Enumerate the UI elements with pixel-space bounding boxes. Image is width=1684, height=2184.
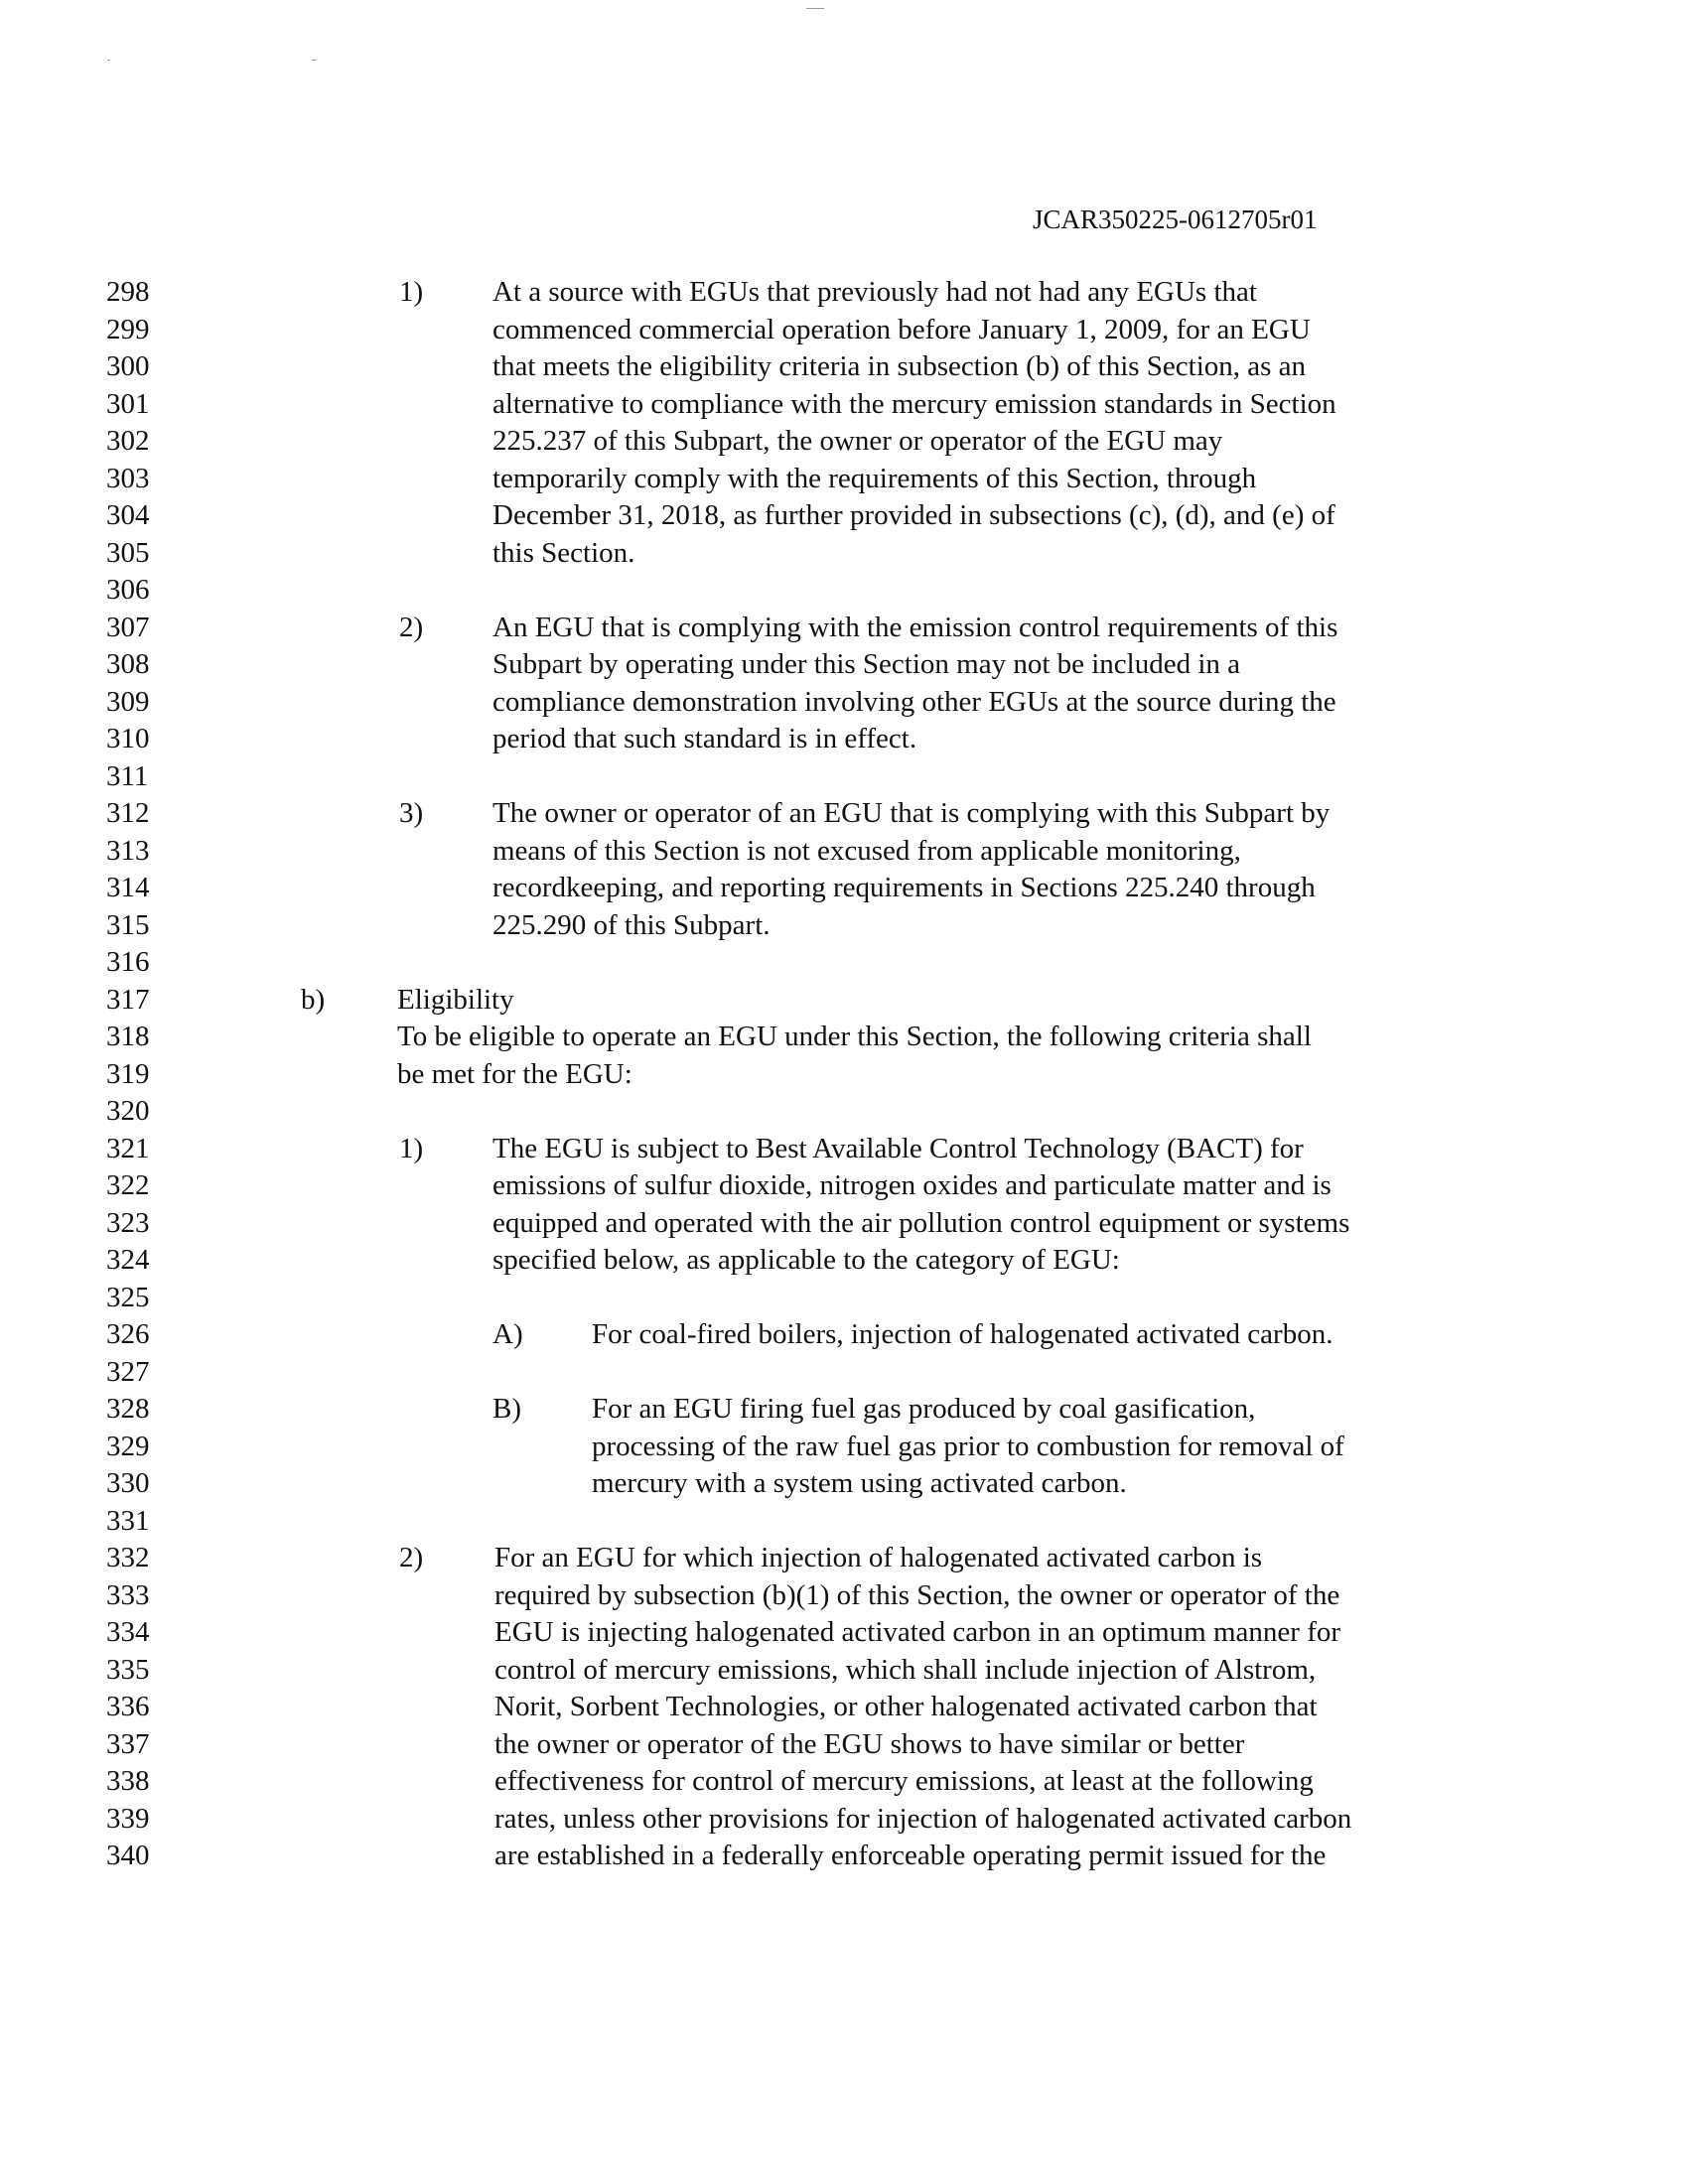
line-number: 317 bbox=[106, 983, 150, 1016]
scan-mark-top bbox=[806, 8, 824, 9]
document-line bbox=[0, 833, 1684, 870]
item-label: 1) bbox=[399, 1132, 424, 1164]
line-number: 329 bbox=[106, 1430, 150, 1462]
line-number: 316 bbox=[106, 946, 150, 978]
line-text: rates, unless other provisions for injection of halogenated activated carbon bbox=[494, 1802, 1352, 1835]
line-text: commenced commercial operation before January 1, 2009, for an EGU bbox=[492, 313, 1311, 345]
line-number: 302 bbox=[106, 425, 150, 457]
line-text: An EGU that is complying with the emission control requirements of this bbox=[492, 611, 1338, 643]
document-line bbox=[0, 1540, 1684, 1576]
document-line bbox=[0, 1316, 1684, 1353]
line-number: 332 bbox=[106, 1542, 150, 1573]
line-number: 333 bbox=[106, 1578, 150, 1611]
scan-mark-left-b bbox=[312, 60, 317, 61]
line-number: 299 bbox=[106, 313, 150, 345]
line-number: 328 bbox=[106, 1393, 150, 1425]
scan-mark-left-a bbox=[107, 60, 110, 61]
line-number: 322 bbox=[106, 1169, 150, 1201]
line-text: For coal-fired boilers, injection of halogenated activated carbon. bbox=[592, 1318, 1333, 1350]
document-line bbox=[0, 1763, 1684, 1800]
document-line bbox=[0, 870, 1684, 906]
line-number: 313 bbox=[106, 834, 150, 867]
document-line bbox=[0, 1093, 1684, 1130]
document-line bbox=[0, 1801, 1684, 1838]
line-number: 314 bbox=[106, 872, 150, 903]
document-line bbox=[0, 274, 1684, 311]
line-text: this Section. bbox=[492, 536, 635, 569]
line-text: Eligibility bbox=[397, 983, 514, 1016]
document-line bbox=[0, 1205, 1684, 1242]
line-text: processing of the raw fuel gas prior to combustion for removal of bbox=[592, 1430, 1344, 1462]
document-line bbox=[0, 535, 1684, 572]
item-label: b) bbox=[301, 983, 326, 1016]
document-line bbox=[0, 1019, 1684, 1055]
document-id: JCAR350225-0612705r01 bbox=[1033, 205, 1318, 234]
document-line bbox=[0, 646, 1684, 683]
line-number: 309 bbox=[106, 685, 150, 718]
document-line bbox=[0, 907, 1684, 944]
line-text: period that such standard is in effect. bbox=[492, 723, 917, 754]
document-line bbox=[0, 1280, 1684, 1316]
document-line bbox=[0, 312, 1684, 348]
document-line bbox=[0, 1131, 1684, 1167]
document-line bbox=[0, 1614, 1684, 1651]
line-text: Subpart by operating under this Section may not be included in a bbox=[492, 648, 1241, 680]
line-number: 303 bbox=[106, 462, 150, 494]
line-text: means of this Section is not excused from applicable monitoring, bbox=[492, 834, 1241, 867]
line-text: compliance demonstration involving other EGUs at the source during the bbox=[492, 685, 1336, 718]
line-number: 334 bbox=[106, 1616, 150, 1648]
line-number: 315 bbox=[106, 908, 150, 941]
line-text: mercury with a system using activated carbon. bbox=[592, 1467, 1127, 1499]
line-text: To be eligible to operate an EGU under this Section, the following criteria shall bbox=[397, 1021, 1312, 1052]
line-number: 337 bbox=[106, 1727, 150, 1760]
line-number: 321 bbox=[106, 1132, 150, 1164]
line-text: For an EGU firing fuel gas produced by coal gasification, bbox=[592, 1393, 1256, 1425]
line-number: 327 bbox=[106, 1355, 150, 1388]
document-line bbox=[0, 684, 1684, 721]
line-text: specified below, as applicable to the category of EGU: bbox=[492, 1244, 1120, 1276]
line-number: 301 bbox=[106, 387, 150, 420]
document-line bbox=[0, 1429, 1684, 1465]
line-number: 325 bbox=[106, 1281, 150, 1313]
line-number: 300 bbox=[106, 350, 150, 382]
line-number: 331 bbox=[106, 1504, 150, 1537]
line-number: 339 bbox=[106, 1802, 150, 1835]
item-label: 2) bbox=[399, 611, 424, 643]
document-line bbox=[0, 1838, 1684, 1874]
document-line bbox=[0, 348, 1684, 385]
document-line bbox=[0, 497, 1684, 534]
line-text: The EGU is subject to Best Available Control Technology (BACT) for bbox=[492, 1132, 1304, 1164]
document-line bbox=[0, 721, 1684, 757]
document-line bbox=[0, 944, 1684, 981]
line-text: effectiveness for control of mercury emissions, at least at the following bbox=[494, 1765, 1314, 1797]
document-line bbox=[0, 1577, 1684, 1614]
line-number: 335 bbox=[106, 1653, 150, 1686]
document-line bbox=[0, 1689, 1684, 1725]
line-number: 330 bbox=[106, 1467, 150, 1499]
document-line bbox=[0, 1167, 1684, 1204]
line-text: required by subsection (b)(1) of this Section, the owner or operator of the bbox=[494, 1578, 1340, 1611]
line-text: EGU is injecting halogenated activated carbon in an optimum manner for bbox=[494, 1616, 1341, 1648]
line-text: equipped and operated with the air pollution control equipment or systems bbox=[492, 1206, 1350, 1239]
line-number: 305 bbox=[106, 536, 150, 569]
line-text: alternative to compliance with the mercury emission standards in Section bbox=[492, 387, 1336, 420]
line-text: Norit, Sorbent Technologies, or other halogenated activated carbon that bbox=[494, 1691, 1318, 1722]
line-number: 311 bbox=[106, 759, 149, 792]
line-number: 340 bbox=[106, 1840, 150, 1871]
line-number: 326 bbox=[106, 1318, 150, 1350]
document-line bbox=[0, 423, 1684, 460]
document-line bbox=[0, 1503, 1684, 1540]
document-line bbox=[0, 461, 1684, 497]
document-line bbox=[0, 1056, 1684, 1093]
line-text: The owner or operator of an EGU that is complying with this Subpart by bbox=[492, 797, 1331, 829]
line-number: 320 bbox=[106, 1095, 150, 1127]
line-text: temporarily comply with the requirements of this Section, through bbox=[492, 462, 1257, 494]
document-line bbox=[0, 610, 1684, 646]
line-text: At a source with EGUs that previously had not had any EGUs that bbox=[492, 276, 1257, 308]
line-number: 310 bbox=[106, 723, 150, 754]
line-text: recordkeeping, and reporting requirements in Sections 225.240 through bbox=[492, 872, 1316, 903]
item-label: B) bbox=[492, 1393, 521, 1425]
line-number: 323 bbox=[106, 1206, 150, 1239]
item-label: 3) bbox=[399, 797, 424, 829]
document-line bbox=[0, 1652, 1684, 1689]
document-line bbox=[0, 982, 1684, 1019]
line-text: emissions of sulfur dioxide, nitrogen oxides and particulate matter and is bbox=[492, 1169, 1332, 1201]
line-text: December 31, 2018, as further provided in subsections (c), (d), and (e) of bbox=[492, 499, 1335, 531]
line-text: For an EGU for which injection of halogenated activated carbon is bbox=[494, 1542, 1263, 1573]
document-line bbox=[0, 386, 1684, 423]
document-line bbox=[0, 1391, 1684, 1428]
line-text: control of mercury emissions, which shall include injection of Alstrom, bbox=[494, 1653, 1317, 1686]
line-text: 225.290 of this Subpart. bbox=[492, 908, 771, 941]
document-line bbox=[0, 795, 1684, 832]
line-text: the owner or operator of the EGU shows to have similar or better bbox=[494, 1727, 1245, 1760]
item-label: 2) bbox=[399, 1542, 424, 1573]
item-label: 1) bbox=[399, 276, 424, 308]
document-line bbox=[0, 758, 1684, 795]
line-number: 338 bbox=[106, 1765, 150, 1797]
line-number: 304 bbox=[106, 499, 150, 531]
line-text: that meets the eligibility criteria in subsection (b) of this Section, as an bbox=[492, 350, 1307, 382]
line-number: 318 bbox=[106, 1021, 150, 1052]
item-label: A) bbox=[492, 1318, 523, 1350]
line-number: 324 bbox=[106, 1244, 150, 1276]
line-text: 225.237 of this Subpart, the owner or operator of the EGU may bbox=[492, 425, 1223, 457]
document-line bbox=[0, 1726, 1684, 1763]
line-number: 312 bbox=[106, 797, 150, 829]
line-number: 336 bbox=[106, 1691, 150, 1722]
line-number: 298 bbox=[106, 276, 150, 308]
line-number: 308 bbox=[106, 648, 150, 680]
line-number: 306 bbox=[106, 574, 150, 606]
document-line bbox=[0, 1242, 1684, 1279]
document-line bbox=[0, 1465, 1684, 1502]
document-line bbox=[0, 572, 1684, 609]
line-text: are established in a federally enforceable operating permit issued for the bbox=[494, 1840, 1327, 1871]
line-number: 307 bbox=[106, 611, 150, 643]
line-number: 319 bbox=[106, 1057, 150, 1090]
document-line bbox=[0, 1354, 1684, 1391]
line-text: be met for the EGU: bbox=[397, 1057, 632, 1090]
